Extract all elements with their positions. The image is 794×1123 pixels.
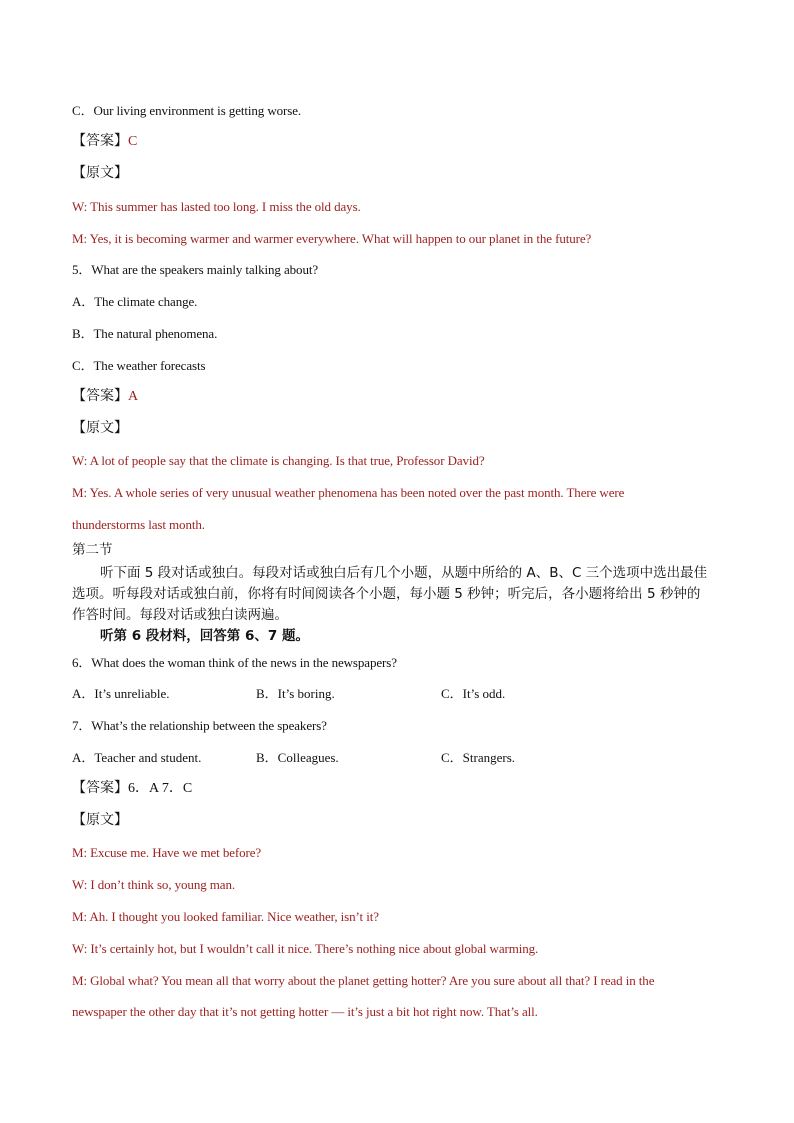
original-text-label: 【原文】 <box>72 166 128 181</box>
instruction-line: 作答时间。每段对话或独白读两遍。 <box>72 607 288 623</box>
answer-value: C <box>128 134 138 149</box>
answer-label: 【答案】 <box>72 781 128 796</box>
dialogue-line: M: Yes. A whole series of very unusual weather phenomena has been noted over the past month. There were <box>72 485 625 500</box>
dialogue-line: thunderstorms last month. <box>72 517 205 532</box>
q6-option-c: C．It’s odd. <box>441 686 506 701</box>
original-text-label: 【原文】 <box>72 813 128 828</box>
section-heading: 第二节 <box>72 542 113 558</box>
q6-option-b: B．It’s boring. <box>256 686 335 701</box>
q5-option-c: C．The weather forecasts <box>72 358 206 373</box>
answer-label: 【答案】 <box>72 134 128 149</box>
q5-option-b: B．The natural phenomena. <box>72 326 218 341</box>
q4-answer <box>72 134 137 150</box>
q6-option-a: A．It’s unreliable. <box>72 686 170 701</box>
q5-question: 5．What are the speakers mainly talking about? <box>72 262 319 277</box>
answer-value: A <box>128 389 139 404</box>
original-text-label: 【原文】 <box>72 421 128 436</box>
dialogue-line: M: Global what? You mean all that worry about the planet getting hotter? Are you sure about all that? I read in the <box>72 973 655 988</box>
dialogue-line: W: This summer has lasted too long. I miss the old days. <box>72 199 361 214</box>
answer-label: 【答案】 <box>72 389 128 404</box>
instruction-line: 听下面 5 段对话或独白。每段对话或独白后有几个小题，从题中所给的 A、B、C 三个选项中选出最佳 <box>100 565 708 581</box>
dialogue-line: newspaper the other day that it’s not getting hotter — it’s just a bit hot right now. That’s all. <box>72 1004 538 1019</box>
dialogue-line: M: Yes, it is becoming warmer and warmer everywhere. What will happen to our planet in the future? <box>72 231 592 246</box>
q67-answer <box>72 781 192 797</box>
dialogue-line: M: Ah. I thought you looked familiar. Nice weather, isn’t it? <box>72 909 379 924</box>
material-heading: 听第 6 段材料，回答第 6、7 题。 <box>100 628 309 644</box>
dialogue-line: W: I don’t think so, young man. <box>72 877 235 892</box>
q5-option-a: A．The climate change. <box>72 294 198 309</box>
q7-option-c: C．Strangers. <box>441 750 516 765</box>
q7-option-a: A．Teacher and student. <box>72 750 202 765</box>
answer-value: 6．A 7．C <box>128 781 193 796</box>
q6-question: 6．What does the woman think of the news in the newspapers? <box>72 655 397 670</box>
q5-answer <box>72 389 138 405</box>
q7-question: 7．What’s the relationship between the speakers? <box>72 718 327 733</box>
q4-option-c: C．Our living environment is getting worse. <box>72 103 302 118</box>
instruction-line: 选项。听每段对话或独白前，你将有时间阅读各个小题，每小题 5 秒钟；听完后，各小题将给出 5 秒钟的 <box>72 586 701 602</box>
dialogue-line: M: Excuse me. Have we met before? <box>72 845 262 860</box>
dialogue-line: W: It’s certainly hot, but I wouldn’t call it nice. There’s nothing nice about global warming. <box>72 941 539 956</box>
dialogue-line: W: A lot of people say that the climate is changing. Is that true, Professor David? <box>72 453 485 468</box>
q7-option-b: B．Colleagues. <box>256 750 339 765</box>
